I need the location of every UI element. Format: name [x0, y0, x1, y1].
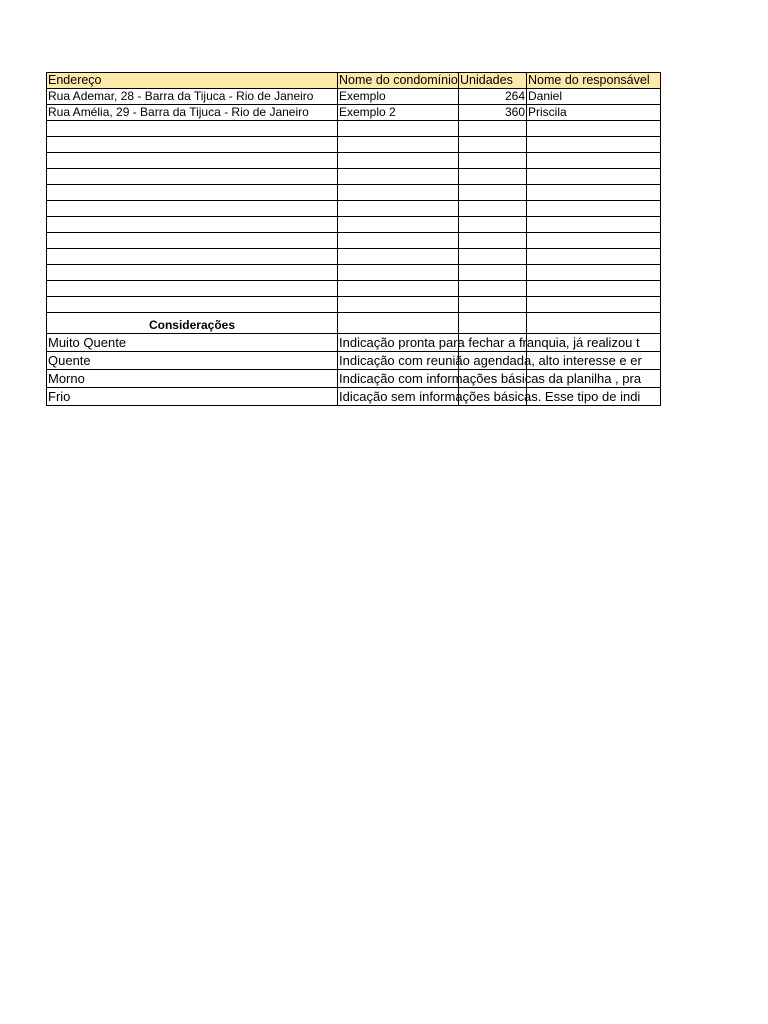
empty-cell[interactable] — [527, 137, 661, 153]
empty-cell[interactable] — [459, 201, 527, 217]
empty-row — [47, 233, 661, 249]
legend-label[interactable]: Morno — [47, 370, 338, 388]
empty-cell[interactable] — [47, 201, 338, 217]
empty-row — [47, 121, 661, 137]
header-row — [47, 73, 661, 89]
empty-cell[interactable] — [459, 121, 527, 137]
empty-cell[interactable] — [459, 297, 527, 313]
empty-cell[interactable] — [338, 249, 459, 265]
cell-address[interactable]: Rua Amélia, 29 - Barra da Tijuca - Rio de Janeiro — [47, 105, 338, 121]
empty-cell[interactable] — [459, 185, 527, 201]
empty-cell[interactable] — [527, 281, 661, 297]
empty-cell[interactable] — [47, 185, 338, 201]
empty-cell[interactable] — [527, 169, 661, 185]
cell-condo[interactable]: Exemplo — [338, 89, 459, 105]
empty-cell[interactable] — [338, 121, 459, 137]
empty-row — [47, 281, 661, 297]
legend-description-cell[interactable] — [338, 388, 641, 406]
legend-description: Idicação sem informações básicas. Esse tipo de indi — [339, 389, 641, 404]
empty-cell[interactable] — [459, 137, 527, 153]
table-row — [47, 105, 661, 121]
empty-cell[interactable] — [47, 233, 338, 249]
empty-cell[interactable] — [459, 153, 527, 169]
legend-row — [47, 388, 661, 406]
considerations-title-row — [47, 313, 661, 334]
empty-cell[interactable] — [338, 185, 459, 201]
empty-cell[interactable] — [527, 217, 661, 233]
legend-row — [47, 352, 661, 370]
legend-label[interactable]: Quente — [47, 352, 338, 370]
empty-row — [47, 217, 661, 233]
empty-cell[interactable] — [338, 313, 459, 334]
empty-cell[interactable] — [338, 169, 459, 185]
cell-responsible[interactable]: Daniel — [527, 89, 661, 105]
legend-description-cell[interactable] — [338, 370, 642, 388]
cell-responsible[interactable]: Priscila — [527, 105, 661, 121]
empty-cell[interactable] — [338, 233, 459, 249]
header-address[interactable]: Endereço — [47, 73, 338, 89]
legend-description: Indicação pronta para fechar a franquia, já realizou t — [339, 335, 640, 350]
empty-cell[interactable] — [459, 217, 527, 233]
empty-cell[interactable] — [338, 281, 459, 297]
empty-row — [47, 153, 661, 169]
empty-cell[interactable] — [527, 313, 661, 334]
header-responsible[interactable]: Nome do responsável — [527, 73, 661, 89]
cell-units[interactable]: 264 — [459, 89, 527, 105]
legend-label[interactable]: Frio — [47, 388, 338, 406]
empty-cell[interactable] — [527, 121, 661, 137]
empty-cell[interactable] — [527, 249, 661, 265]
empty-cell[interactable] — [47, 137, 338, 153]
empty-cell[interactable] — [459, 313, 527, 334]
legend-description: Indicação com reunião agendada, alto interesse e er — [339, 353, 642, 368]
empty-row — [47, 185, 661, 201]
empty-cell[interactable] — [527, 201, 661, 217]
empty-cell[interactable] — [459, 169, 527, 185]
legend-description: Indicação com informações básicas da planilha , pra — [339, 371, 642, 386]
legend-description-cell[interactable] — [338, 334, 640, 352]
empty-cell[interactable] — [338, 217, 459, 233]
empty-cell[interactable] — [527, 185, 661, 201]
empty-cell[interactable] — [338, 201, 459, 217]
empty-cell[interactable] — [47, 121, 338, 137]
empty-cell[interactable] — [527, 153, 661, 169]
empty-row — [47, 201, 661, 217]
empty-cell[interactable] — [459, 265, 527, 281]
header-units[interactable]: Unidades — [459, 73, 527, 89]
empty-row — [47, 265, 661, 281]
empty-cell[interactable] — [47, 297, 338, 313]
empty-row — [47, 297, 661, 313]
spreadsheet — [46, 72, 660, 406]
empty-cell[interactable] — [47, 265, 338, 281]
indications-table — [46, 72, 661, 406]
legend-row — [47, 334, 661, 352]
cell-address[interactable]: Rua Ademar, 28 - Barra da Tijuca - Rio de Janeiro — [47, 89, 338, 105]
empty-cell[interactable] — [47, 281, 338, 297]
header-condo-name[interactable]: Nome do condomínio — [339, 73, 458, 87]
empty-cell[interactable] — [338, 297, 459, 313]
empty-cell[interactable] — [527, 297, 661, 313]
legend-row — [47, 370, 661, 388]
considerations-title[interactable]: Considerações — [47, 313, 338, 334]
legend-label[interactable]: Muito Quente — [47, 334, 338, 352]
empty-cell[interactable] — [47, 217, 338, 233]
empty-row — [47, 137, 661, 153]
cell-condo[interactable]: Exemplo 2 — [338, 105, 459, 121]
empty-row — [47, 249, 661, 265]
empty-cell[interactable] — [459, 249, 527, 265]
empty-cell[interactable] — [338, 137, 459, 153]
empty-cell[interactable] — [459, 233, 527, 249]
empty-cell[interactable] — [459, 281, 527, 297]
empty-cell[interactable] — [47, 249, 338, 265]
empty-cell[interactable] — [527, 233, 661, 249]
empty-cell[interactable] — [338, 265, 459, 281]
legend-description-cell[interactable] — [338, 352, 642, 370]
empty-row — [47, 169, 661, 185]
empty-cell[interactable] — [47, 153, 338, 169]
table-row — [47, 89, 661, 105]
cell-units[interactable]: 360 — [459, 105, 527, 121]
empty-cell[interactable] — [338, 153, 459, 169]
empty-cell[interactable] — [47, 169, 338, 185]
empty-cell[interactable] — [527, 265, 661, 281]
